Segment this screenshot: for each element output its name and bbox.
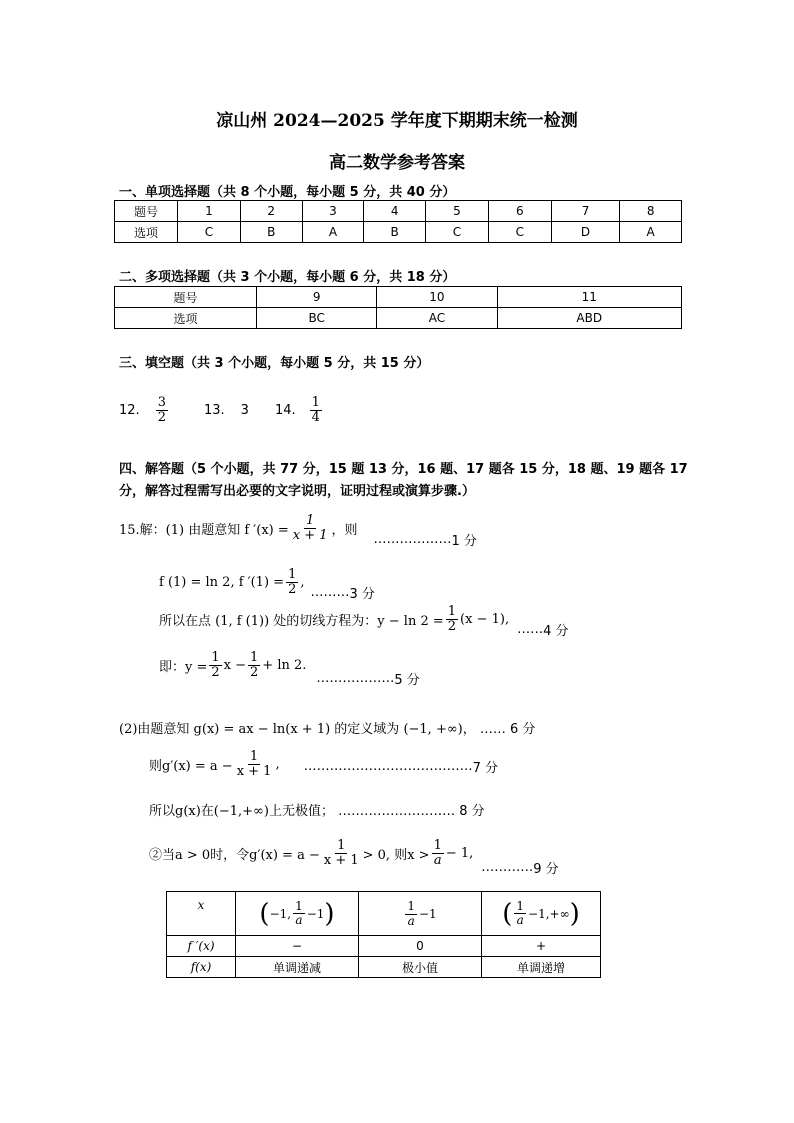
table-cell: B [364,222,426,243]
score-mark: 5 分 [394,673,420,688]
solution-line-1 [119,508,477,549]
score-mark: 9 分 [533,862,559,877]
dot-leader: ……………… [316,671,395,686]
dot-leader: …… [517,622,544,637]
page-subtitle: 高二数学参考答案 [329,153,465,173]
fraction [235,750,274,780]
fraction-numerator: 3 [157,395,166,410]
table-cell: 7 [551,201,620,222]
dot-leader: ………………………………… [303,759,473,775]
q14-label: 14. [274,403,296,419]
section4-heading-line2: 分，解答过程需写出必要的文字说明，证明过程或演算步骤.） [119,484,475,499]
fraction-numerator: 1 [311,395,320,410]
score-mark: 4 分 [543,624,569,639]
table-cell: ABD [497,308,681,329]
fraction [432,839,444,869]
solution-line-3 [159,600,569,639]
table-cell: AC [377,308,497,329]
q13-label: 13. [203,403,225,419]
table-cell: A [302,222,364,243]
multi-choice-table [114,286,682,329]
page-title: 凉山州 2024—2025 学年度下期期末统一检测 [216,111,578,131]
math-text: , [275,757,280,773]
fraction [286,568,298,598]
math-text: 所以g(x)在(−1,+∞)上无极值； [149,804,334,819]
dot-leader: ……………… [373,532,452,547]
single-choice-table [114,200,682,243]
table-cell: 9 [257,287,377,308]
table-cell: C [488,222,551,243]
fraction [248,651,260,681]
fraction-denominator: 2 [288,582,297,597]
table-cell: 4 [364,201,426,222]
table-cell: 极小值 [359,957,482,978]
interval-cell-2 [359,892,482,936]
math-text: (x − 1), [460,612,510,627]
fraction-numerator: 1 [249,749,259,764]
table-row [167,957,601,978]
fraction-denominator: x + 1 [323,853,359,868]
solution-line-6 [149,750,498,780]
section1-heading: 一、单项选择题（共 8 个小题，每小题 5 分，共 40 分） [119,185,456,200]
table-cell: 2 [240,201,302,222]
dot-leader: …… [479,722,506,737]
fraction-denominator: a [516,913,524,927]
math-text: + ln 2. [262,658,307,673]
math-text: > 0, 则x > [362,848,430,863]
fraction-denominator: 2 [447,619,457,634]
math-text: (2)由题意知 g(x) = ax − ln(x + 1) 的定义域为 (−1, +∞)， [119,722,476,737]
table-cell: 0 [359,936,482,957]
math-text: x − [223,658,247,673]
math-text: −1,+∞ [528,906,570,921]
section3-heading: 三、填空题（共 3 个小题，每小题 5 分，共 15 分） [119,356,430,371]
fraction-denominator: 4 [311,410,320,426]
table-row [167,892,601,936]
row-label: f ′(x) [167,936,236,957]
table-row [115,201,682,222]
fraction-numerator: 1 [211,649,220,665]
row-label: 选项 [115,222,178,243]
table-cell: 1 [178,201,241,222]
row-label: 题号 [115,287,257,308]
table-header-x: x [167,892,236,936]
table-cell: 10 [377,287,497,308]
q12-label: 12. [119,403,140,419]
math-text: f (1) = ln 2, f ′(1) = [159,575,285,590]
fraction-numerator: 1 [337,837,346,853]
table-cell: D [551,222,620,243]
fraction-numerator: 1 [295,898,303,913]
fraction-denominator: x + 1 [292,528,328,543]
table-cell: 8 [620,201,682,222]
solution-line-4 [159,643,420,688]
score-mark: 7 分 [472,761,498,777]
math-text: 15.解：(1) 由题意知 f ′(x) = [119,523,289,538]
fraction-denominator: 2 [250,665,259,680]
score-mark: 8 分 [459,804,485,819]
q14-answer [310,396,322,426]
table-cell: C [178,222,241,243]
fraction-numerator: 1 [447,603,457,619]
solution-line-5 [119,718,535,737]
math-text: ，则 [331,523,358,538]
math-text: 即：y = [159,660,208,675]
score-mark: 3 分 [349,587,375,602]
math-text: , [300,575,305,590]
table-cell: 单调递减 [236,957,359,978]
fraction-denominator: a [433,853,442,868]
table-cell: 6 [488,201,551,222]
solution-line-8 [149,830,559,877]
table-cell: 单调递增 [482,957,601,978]
fraction-numerator: 1 [516,898,525,913]
math-text: −1 [418,907,437,921]
fraction [291,514,330,544]
row-label: f(x) [167,957,236,978]
fill-blank-answers [119,396,324,426]
table-cell: A [620,222,682,243]
table-row [115,222,682,243]
monotonicity-table [166,891,601,978]
table-cell: 5 [426,201,489,222]
table-cell: C [426,222,489,243]
section4-heading-line1: 四、解答题（5 个小题，共 77 分，15 题 13 分，16 题、17 题各 15 分，18 题、19 题各 17 [119,462,688,477]
fraction-numerator: 1 [288,566,297,582]
math-text: ②当a > 0时，令g′(x) = a − [149,848,320,863]
fraction-numerator: 1 [250,649,259,665]
score-mark: 6 分 [510,722,536,737]
math-text: 所以在点 (1, f (1)) 处的切线方程为：y − ln 2 = [159,614,444,629]
table-row [115,308,682,329]
section2-heading: 二、多项选择题（共 3 个小题，每小题 6 分，共 18 分） [119,270,456,285]
interval-cell-3: ( $\frac{1}{a}$ −1,+∞ ) [482,892,601,936]
math-text: − 1, [445,846,474,861]
row-label: 选项 [115,308,257,329]
fraction [293,900,305,927]
table-cell: B [240,222,302,243]
math-text: 则g′(x) = a − [149,759,233,775]
table-row [115,287,682,308]
fraction [322,839,361,869]
q12-answer [156,396,168,426]
fraction [446,605,458,635]
fraction-denominator: x + 1 [236,764,272,780]
table-row [167,936,601,957]
fraction-numerator: 1 [407,899,415,914]
interval-cell-1: ( −1, $\frac{1}{a}$ −1 ) [236,892,359,936]
table-cell: + [482,936,601,957]
table-cell: 11 [497,287,681,308]
fraction [405,900,417,927]
fraction-numerator: 1 [305,512,315,528]
dot-leader: ……………………… [338,804,456,819]
math-text: −1 [306,906,325,921]
table-cell: 3 [302,201,364,222]
fraction-denominator: a [407,913,415,928]
fraction [209,651,221,681]
dot-leader: ……… [310,585,350,600]
solution-line-2 [159,563,375,602]
row-label: 题号 [115,201,178,222]
dot-leader: ………… [481,860,534,875]
fraction-denominator: 2 [211,665,220,680]
fraction-denominator: 2 [157,410,166,426]
fraction-numerator: 1 [433,837,442,853]
q13-answer: 3 [240,403,249,419]
score-mark: 1 分 [451,534,477,549]
math-text: −1, [269,906,292,921]
fraction-denominator: a [295,913,303,927]
solution-line-7 [149,800,485,819]
table-cell: BC [257,308,377,329]
table-cell: − [236,936,359,957]
fraction [514,900,526,927]
